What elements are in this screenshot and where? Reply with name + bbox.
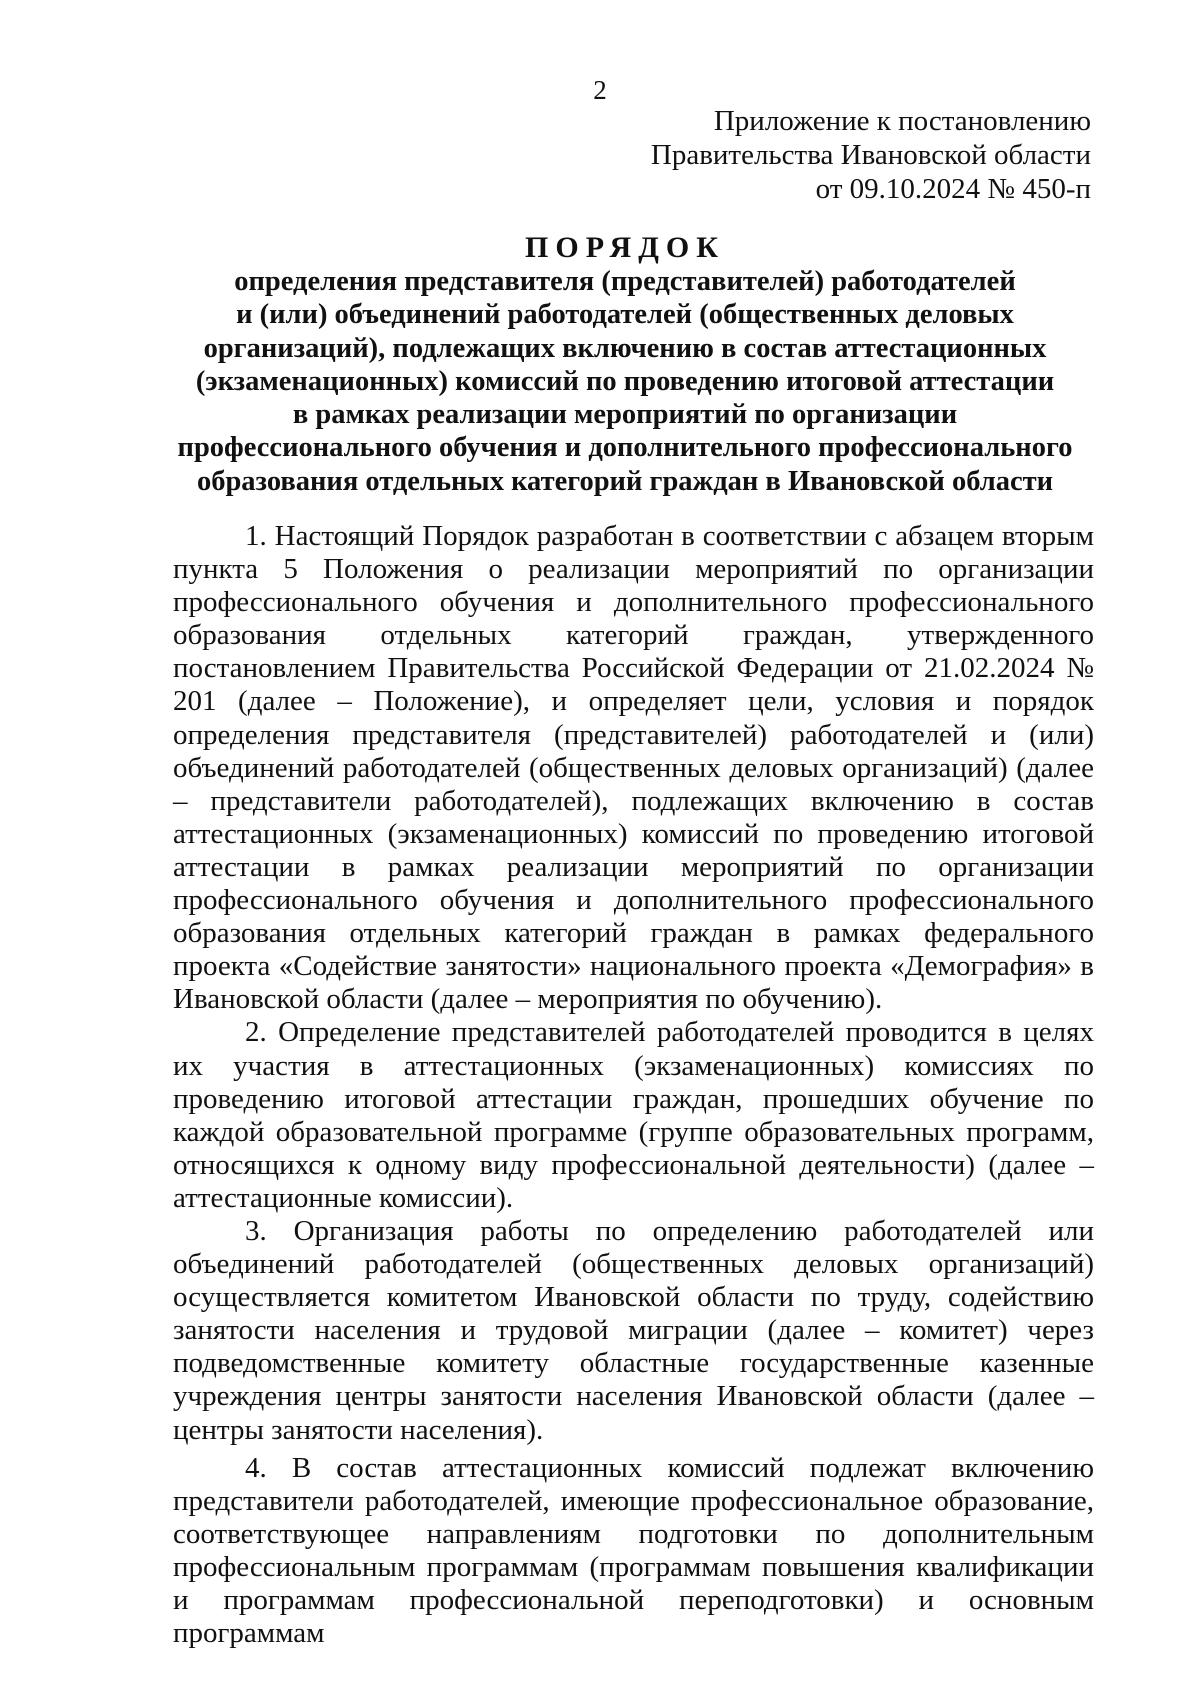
paragraph-1: 1. Настоящий Порядок разработан в соответствии с абзацем вторым пункта 5 Положения о реализации мероприятий по организации профессионального обучения и дополнительного профессионального образования отдельных категорий граждан, утвержденного постановлением Правительства Российской Федерации от 21.02.2024 № 201 (далее – Положение), и определяет цели, условия и порядок определения представителя (представителей) работодателей и (или) объединений работодателей (общественных деловых организаций) (далее – представители работодателей), подлежащих включению в состав аттестационных (экзаменационных) комиссий по проведению итоговой аттестации в рамках реализации мероприятий по организации профессионального обучения и дополнительного профессионального образования отдельных категорий граждан в рамках федерального проекта «Содействие занятости» национального проекта «Демография» в Ивановской области (далее – мероприятия по обучению).: [173, 520, 1094, 1016]
annex-line-2: Правительства Ивановской области: [650, 139, 1091, 171]
title-line: (экзаменационных) комиссий по проведению итоговой аттестации: [195, 365, 1055, 397]
annex-line-1: Приложение к постановлению: [713, 105, 1091, 137]
title-line: определения представителя (представителей) работодателей: [234, 266, 1016, 297]
paragraph-2: 2. Определение представителей работодателей проводится в целях их участия в аттестационных (экзаменационных) комиссиях по проведению итоговой аттестации граждан, прошедших обучение по каждой образовательной программе (группе образовательных программ, относящихся к одному виду профессиональной деятельности) (далее – аттестационные комиссии).: [173, 1016, 1094, 1214]
paragraph-4: 4. В состав аттестационных комиссий подлежат включению представители работодателей, имеющие профессиональное образование, соответствующее направлениям подготовки по дополнительным профессиональным программам (программам повышения квалификации и программам профессиональной переподготовки) и основным программам: [173, 1451, 1094, 1650]
title-line: организаций), подлежащих включению в состав аттестационных: [203, 332, 1047, 364]
annex-header: [651, 104, 1091, 206]
document-body: [173, 520, 1094, 1650]
page-number: 2: [593, 75, 607, 105]
annex-line-3: от 09.10.2024 № 450-п: [815, 173, 1091, 205]
title-main: ПОРЯДОК: [525, 231, 725, 264]
paragraph-3: 3. Организация работы по определению работодателей или объединений работодателей (общественных деловых организаций) осуществляется комитетом Ивановской области по труду, содействию занятости населения и трудовой миграции (далее – комитет) через подведомственные комитету областные государственные казенные учреждения центры занятости населения Ивановской области (далее – центры занятости населения).: [173, 1214, 1094, 1446]
title-line: в рамках реализации мероприятий по организации: [292, 399, 958, 431]
document-title: [160, 231, 1090, 498]
title-line: профессионального обучения и дополнительного профессионального: [177, 432, 1073, 464]
title-line: и (или) объединений работодателей (общественных деловых: [236, 299, 1014, 331]
title-line: образования отдельных категорий граждан в Ивановской области: [196, 465, 1054, 497]
